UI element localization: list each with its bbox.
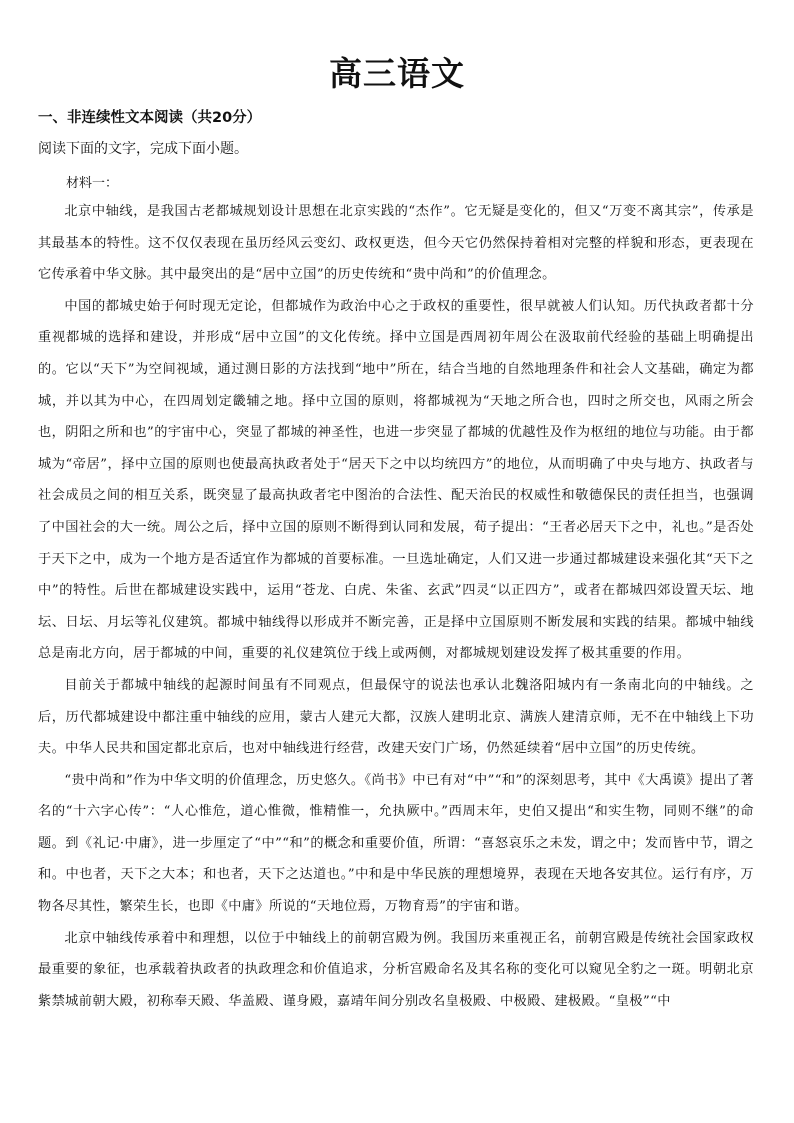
paragraph: 北京中轴线，是我国古老都城规划设计思想在北京实践的“杰作”。它无疑是变化的，但又“万变不离其宗”，传承是其最基本的特性。这不仅仅表现在虽历经风云变幻、政权更迭，但今天它仍然保持着相对完整的样貌和形态，更表现在它传承着中华文脉。其中最突出的是“居中立国”的历史传统和“贵中尚和”的价值理念。 bbox=[38, 204, 754, 283]
paragraph: 中国的都城史始于何时现无定论，但都城作为政治中心之于政权的重要性，很早就被人们认知。历代执政者都十分重视都城的选择和建设，并形成“居中立国”的文化传统。择中立国是西周初年周公在汲取前代经验的基础上明确提出的。它以“天下”为空间视域，通过测日影的方法找到“地中”所在，结合当地的自然地理条件和社会人文基础，确定为都城，并以其为中心，在四周划定畿辅之地。择中立国的原则，将都城视为“天地之所合也，四时之所交也，风雨之所会也，阴阳之所和也”的宇宙中心，突显了都城的神圣性，也进一步突显了都城的优越性及作为枢纽的地位与功能。由于都城为“帝居”，择中立国的原则也使最高执政者处于“居天下之中以均统四方”的地位，从而明确了中央与地方、执政者与社会成员之间的相互关系，既突显了最高执政者宅中图治的合法性、配天治民的权威性和敬德保民的责任担当，也强调了中国社会的大一统。周公之后，择中立国的原则不断得到认同和发展，荀子提出：“王者必居天下之中，礼也。”是否处于天下之中，成为一个地方是否适宜作为都城的首要标准。一旦选址确定，人们又进一步通过都城建设来强化其“天下之中”的特性。后世在都城建设实践中，运用“苍龙、白虎、朱雀、玄武”四灵“以正四方”，或者在都城四郊设置天坛、地坛、日坛、月坛等礼仪建筑。都城中轴线得以形成并不断完善，正是择中立国原则不断发展和实践的结果。都城中轴线总是南北方向，居于都城的中间，重要的礼仪建筑位于线上或两侧，对都城规划建设发挥了极其重要的作用。 bbox=[38, 298, 754, 662]
reading-instruction: 阅读下面的文字，完成下面小题。 bbox=[38, 141, 248, 157]
section-heading: 一、非连续性文本阅读（共20分） bbox=[38, 110, 262, 126]
paragraph: 北京中轴线传承着中和理想，以位于中轴线上的前朝宫殿为例。我国历来重视正名，前朝宫殿是传统社会国家政权最重要的象征，也承载着执政者的执政理念和价值追求，分析宫殿命名及其名称的变化可以窥见全豹之一斑。明朝北京紫禁城前朝大殿，初称奉天殿、华盖殿、谨身殿，嘉靖年间分别改名皇极殿、中极殿、建极殿。“皇极”“中 bbox=[38, 930, 754, 1009]
paragraph: 目前关于都城中轴线的起源时间虽有不同观点，但最保守的说法也承认北魏洛阳城内有一条南北向的中轴线。之后，历代都城建设中都注重中轴线的应用，蒙古人建元大都，汉族人建明北京、满族人建清京师，无不在中轴线上下功夫。中华人民共和国定都北京后，也对中轴线进行经营，改建天安门广场，仍然延续着“居中立国”的历史传统。 bbox=[38, 677, 754, 757]
document-title: 高三语文 bbox=[329, 54, 465, 93]
material-label: 材料一： bbox=[66, 176, 119, 191]
paragraph: “贵中尚和”作为中华文明的价值理念，历史悠久。《尚书》中已有对“中”“和”的深刻思考，其中《大禹谟》提出了著名的“十六字心传”：“人心惟危，道心惟微，惟精惟一，允执厥中。”西周末年，史伯又提出“和实生物，同则不继”的命题。到《礼记·中庸》，进一步厘定了“中”“和”的概念和重要价值，所谓：“喜怒哀乐之未发，谓之中；发而皆中节，谓之和。中也者，天下之大本；和也者，天下之达道也。”中和是中华民族的理想境界，表现在天地各安其位。运行有序，万物各尽其性，繁荣生长，也即《中庸》所说的“天地位焉，万物育焉”的宇宙和谐。 bbox=[38, 772, 754, 915]
article-body bbox=[38, 196, 754, 1017]
